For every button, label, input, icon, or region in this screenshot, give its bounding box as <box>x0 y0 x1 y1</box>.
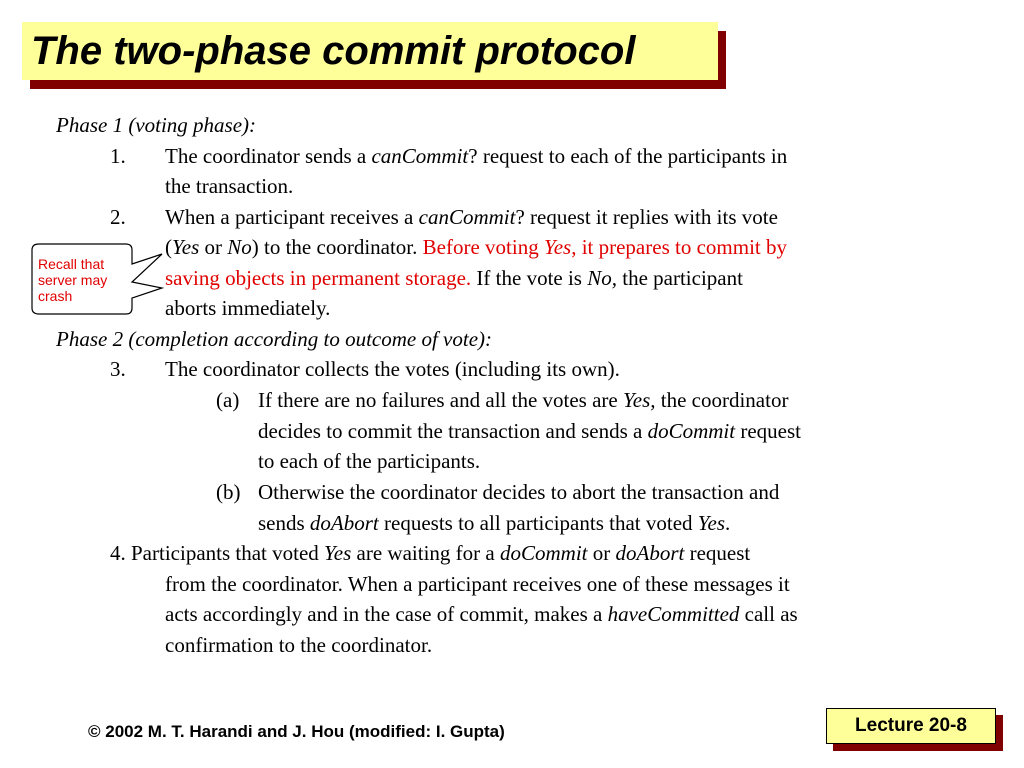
item3-number: 3. <box>110 357 126 381</box>
item1-number: 1. <box>110 144 126 168</box>
item3a-line1: If there are no failures and all the votes are Yes, the coordinator <box>258 388 789 412</box>
item3a-line2: decides to commit the transaction and sends a doCommit request <box>258 419 801 443</box>
item2-line3: saving objects in permanent storage. If the vote is No, the participant <box>165 266 743 290</box>
item4-line4: confirmation to the coordinator. <box>165 633 433 657</box>
item1-line1: The coordinator sends a canCommit? request to each of the participants in <box>165 144 788 168</box>
footer-copyright: © 2002 M. T. Harandi and J. Hou (modified: I. Gupta) <box>88 722 505 741</box>
item2-line1: When a participant receives a canCommit? request it replies with its vote <box>165 205 778 229</box>
phase1-heading: Phase 1 (voting phase): <box>56 113 257 137</box>
item4-line2: from the coordinator. When a participant receives one of these messages it <box>165 572 790 596</box>
item1-line2: the transaction. <box>165 174 294 198</box>
item2-line2: (Yes or No) to the coordinator. Before voting Yes, it prepares to commit by <box>165 235 787 259</box>
item4-line3: acts accordingly and in the case of commit, makes a haveCommitted call as <box>165 602 798 626</box>
callout-text: Recall that server may crash <box>38 256 108 304</box>
item2-line4: aborts immediately. <box>165 296 331 320</box>
item2-number: 2. <box>110 205 126 229</box>
item4-line1: 4. Participants that voted Yes are waiting for a doCommit or doAbort request <box>110 541 751 565</box>
slide-title: The two-phase commit protocol <box>31 29 636 73</box>
lecture-label: Lecture 20-8 <box>855 715 967 736</box>
item3a-line3: to each of the participants. <box>258 449 481 473</box>
item3a-label: (a) <box>216 388 240 412</box>
item3-line1: The coordinator collects the votes (including its own). <box>165 357 620 381</box>
lecture-box <box>826 708 996 744</box>
item3b-line1: Otherwise the coordinator decides to abort the transaction and <box>258 480 780 504</box>
phase2-heading: Phase 2 (completion according to outcome of vote): <box>56 327 493 351</box>
item3b-label: (b) <box>216 480 241 504</box>
item3b-line2: sends doAbort requests to all participants that voted Yes. <box>258 511 731 535</box>
